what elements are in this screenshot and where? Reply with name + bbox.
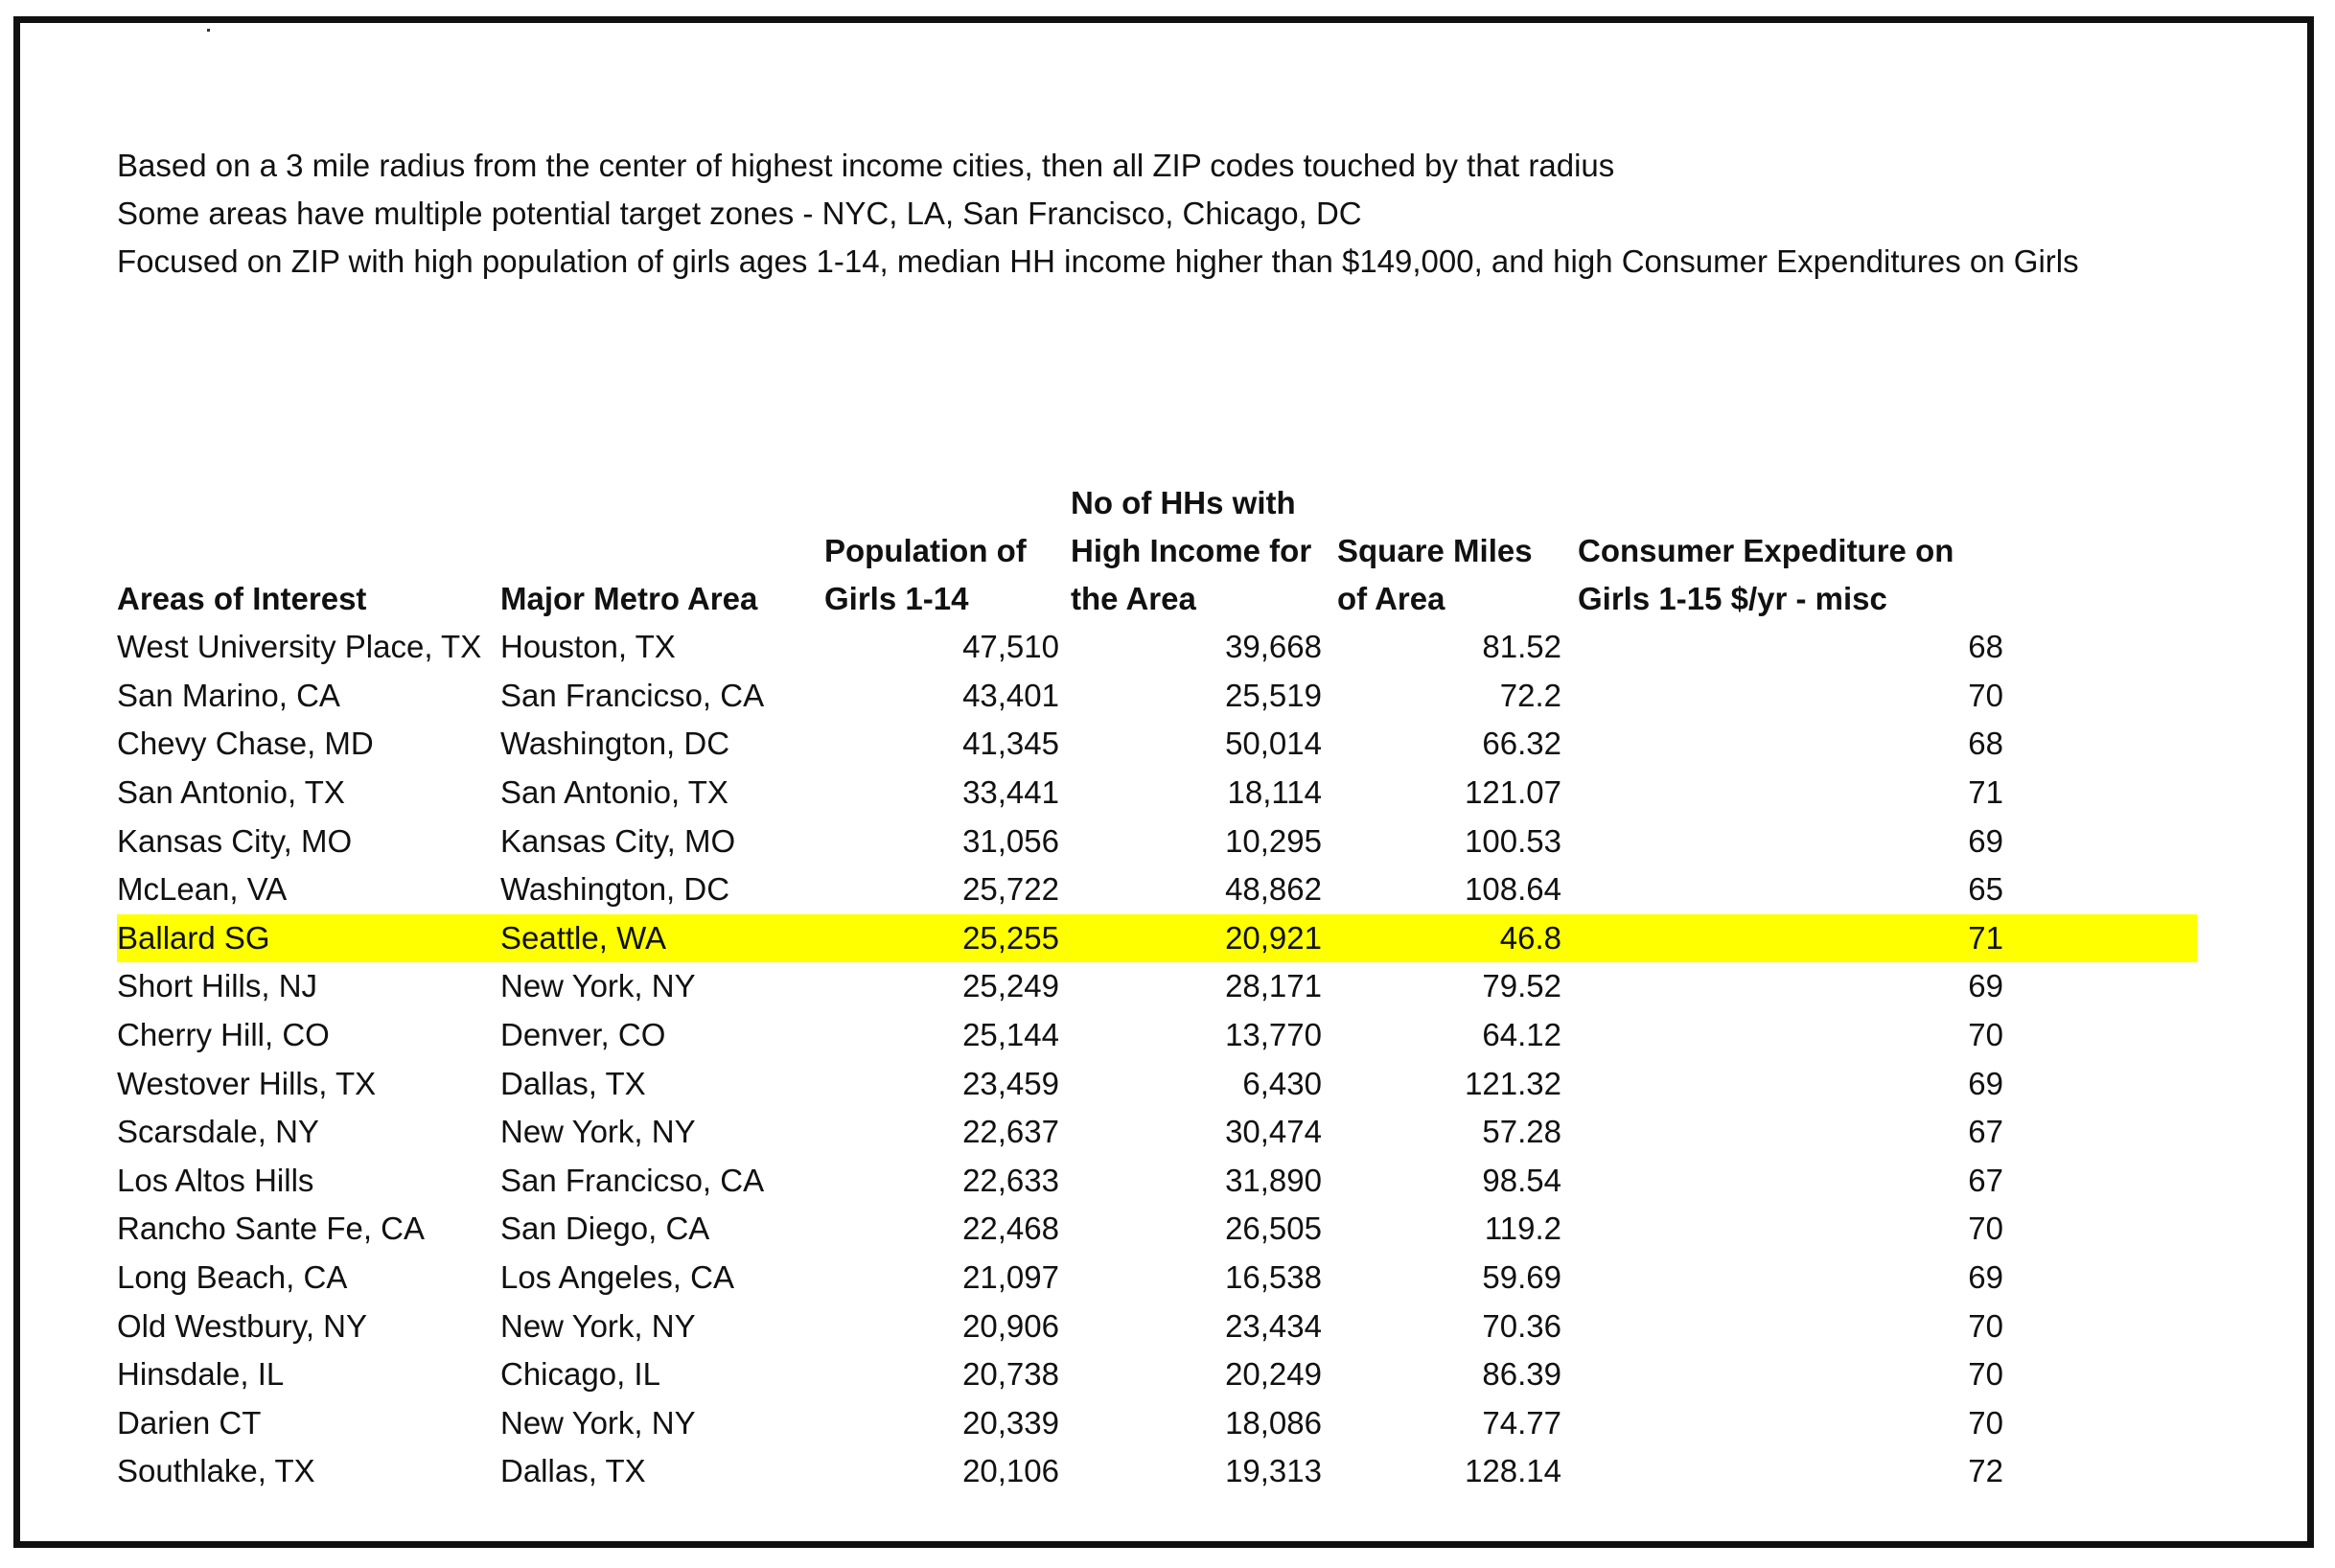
- cell-square-miles: 64.12: [1482, 1017, 1561, 1053]
- cell-square-miles: 100.53: [1465, 822, 1561, 859]
- cell-square-miles: 98.54: [1482, 1162, 1561, 1198]
- cell-area: Long Beach, CA: [117, 1259, 348, 1296]
- cell-metro: New York, NY: [500, 1307, 696, 1344]
- cell-households: 20,921: [1225, 919, 1322, 956]
- cell-population: 21,097: [962, 1259, 1059, 1296]
- table-row: [117, 769, 2197, 818]
- cell-expenditure: 70: [1968, 1356, 2003, 1393]
- stray-mark: [207, 29, 210, 32]
- cell-population: 43,401: [962, 677, 1059, 713]
- cell-square-miles: 46.8: [1499, 919, 1561, 956]
- table-row: [117, 1350, 2197, 1399]
- cell-population: 22,637: [962, 1114, 1059, 1150]
- cell-metro: Washington, DC: [500, 726, 730, 762]
- cell-households: 19,313: [1225, 1453, 1322, 1489]
- note-line: Based on a 3 mile radius from the center of highest income cities, then all ZIP codes touched by that radius: [117, 148, 1615, 183]
- notes-block: [117, 142, 2079, 286]
- cell-population: 25,255: [962, 919, 1059, 956]
- cell-metro: Dallas, TX: [500, 1065, 646, 1101]
- cell-households: 26,505: [1225, 1211, 1322, 1247]
- cell-square-miles: 108.64: [1465, 871, 1561, 908]
- cell-metro: New York, NY: [500, 1114, 696, 1150]
- cell-area: Short Hills, NJ: [117, 968, 318, 1004]
- table-row: [117, 865, 2197, 914]
- cell-population: 25,722: [962, 871, 1059, 908]
- cell-households: 16,538: [1225, 1259, 1322, 1296]
- cell-area: Ballard SG: [117, 919, 270, 956]
- cell-expenditure: 65: [1968, 871, 2003, 908]
- cell-expenditure: 70: [1968, 1404, 2003, 1441]
- cell-expenditure: 70: [1968, 1211, 2003, 1247]
- cell-population: 20,339: [962, 1404, 1059, 1441]
- cell-population: 20,738: [962, 1356, 1059, 1393]
- cell-households: 28,171: [1225, 968, 1322, 1004]
- cell-metro: Dallas, TX: [500, 1453, 646, 1489]
- cell-metro: Houston, TX: [500, 629, 676, 665]
- cell-expenditure: 67: [1968, 1114, 2003, 1150]
- table-row: [117, 1302, 2197, 1350]
- cell-households: 25,519: [1225, 677, 1322, 713]
- cell-metro: San Diego, CA: [500, 1211, 710, 1247]
- cell-square-miles: 74.77: [1482, 1404, 1561, 1441]
- cell-households: 18,114: [1227, 774, 1322, 811]
- cell-area: West University Place, TX: [117, 629, 482, 665]
- cell-area: San Antonio, TX: [117, 774, 345, 811]
- header-high-income-households: No of HHs with High Income for the Area: [1071, 485, 1312, 616]
- cell-metro: Los Angeles, CA: [500, 1259, 734, 1296]
- cell-square-miles: 119.2: [1484, 1211, 1561, 1247]
- cell-expenditure: 68: [1968, 726, 2003, 762]
- table-row: [117, 817, 2197, 865]
- cell-metro: Chicago, IL: [500, 1356, 660, 1393]
- table-body: [117, 623, 2197, 1496]
- cell-population: 22,633: [962, 1162, 1059, 1198]
- cell-population: 47,510: [962, 629, 1059, 665]
- cell-households: 48,862: [1225, 871, 1322, 908]
- cell-population: 41,345: [962, 726, 1059, 762]
- table-row: [117, 1205, 2197, 1254]
- cell-households: 30,474: [1225, 1114, 1322, 1150]
- header-major-metro-area: Major Metro Area: [500, 581, 758, 616]
- cell-expenditure: 70: [1968, 1307, 2003, 1344]
- cell-expenditure: 69: [1968, 1065, 2003, 1101]
- cell-households: 50,014: [1225, 726, 1322, 762]
- cell-area: Hinsdale, IL: [117, 1356, 285, 1393]
- cell-metro: New York, NY: [500, 968, 696, 1004]
- table-row-highlighted: [117, 914, 2197, 963]
- cell-population: 20,106: [962, 1453, 1059, 1489]
- table-header-row: [117, 479, 2197, 623]
- cell-area: San Marino, CA: [117, 677, 340, 713]
- cell-population: 25,249: [962, 968, 1059, 1004]
- cell-expenditure: 72: [1968, 1453, 2003, 1489]
- cell-square-miles: 59.69: [1482, 1259, 1561, 1296]
- cell-households: 20,249: [1225, 1356, 1322, 1393]
- cell-expenditure: 70: [1968, 677, 2003, 713]
- note-line: Focused on ZIP with high population of girls ages 1-14, median HH income higher than $149,000, and high Consumer Expenditures on Girls: [117, 243, 2079, 279]
- areas-table: [117, 479, 2197, 1496]
- cell-square-miles: 70.36: [1482, 1307, 1561, 1344]
- cell-square-miles: 66.32: [1482, 726, 1561, 762]
- cell-population: 20,906: [962, 1307, 1059, 1344]
- cell-area: McLean, VA: [117, 871, 288, 908]
- cell-metro: San Francicso, CA: [500, 677, 765, 713]
- cell-square-miles: 86.39: [1482, 1356, 1561, 1393]
- cell-households: 6,430: [1242, 1065, 1322, 1101]
- cell-expenditure: 71: [1968, 774, 2003, 811]
- cell-households: 31,890: [1225, 1162, 1322, 1198]
- cell-expenditure: 70: [1968, 1017, 2003, 1053]
- cell-population: 23,459: [962, 1065, 1059, 1101]
- header-areas-of-interest: Areas of Interest: [117, 581, 367, 616]
- cell-households: 13,770: [1225, 1017, 1322, 1053]
- cell-area: Chevy Chase, MD: [117, 726, 374, 762]
- cell-metro: Kansas City, MO: [500, 822, 736, 859]
- cell-households: 39,668: [1225, 629, 1322, 665]
- cell-area: Los Altos Hills: [117, 1162, 314, 1198]
- cell-metro: Denver, CO: [500, 1017, 666, 1053]
- cell-area: Old Westbury, NY: [117, 1307, 368, 1344]
- note-line: Some areas have multiple potential target zones - NYC, LA, San Francisco, Chicago, DC: [117, 196, 1362, 231]
- table-row: [117, 672, 2197, 721]
- cell-households: 23,434: [1225, 1307, 1322, 1344]
- header-population: Population of Girls 1-14: [824, 533, 1027, 616]
- cell-area: Darien CT: [117, 1404, 262, 1441]
- cell-metro: New York, NY: [500, 1404, 696, 1441]
- cell-expenditure: 69: [1968, 822, 2003, 859]
- table-row: [117, 623, 2197, 672]
- cell-area: Kansas City, MO: [117, 822, 353, 859]
- cell-population: 33,441: [962, 774, 1059, 811]
- cell-population: 22,468: [962, 1211, 1059, 1247]
- cell-population: 31,056: [962, 822, 1059, 859]
- cell-area: Southlake, TX: [117, 1453, 315, 1489]
- cell-square-miles: 79.52: [1482, 968, 1561, 1004]
- cell-area: Rancho Sante Fe, CA: [117, 1211, 426, 1247]
- cell-metro: San Antonio, TX: [500, 774, 728, 811]
- table-row: [117, 1157, 2197, 1206]
- cell-square-miles: 121.32: [1465, 1065, 1561, 1101]
- cell-square-miles: 121.07: [1465, 774, 1561, 811]
- cell-expenditure: 69: [1968, 968, 2003, 1004]
- table-row: [117, 1399, 2197, 1448]
- cell-expenditure: 68: [1968, 629, 2003, 665]
- cell-square-miles: 57.28: [1482, 1114, 1561, 1150]
- table-row: [117, 1108, 2197, 1157]
- table-row: [117, 1254, 2197, 1303]
- cell-expenditure: 69: [1968, 1259, 2003, 1296]
- header-consumer-expenditure: Consumer Expediture on Girls 1-15 $/yr - misc: [1578, 533, 1954, 616]
- cell-population: 25,144: [962, 1017, 1059, 1053]
- cell-square-miles: 72.2: [1499, 677, 1561, 713]
- cell-square-miles: 128.14: [1465, 1453, 1561, 1489]
- table-row: [117, 1059, 2197, 1108]
- cell-square-miles: 81.52: [1482, 629, 1561, 665]
- cell-area: Westover Hills, TX: [117, 1065, 377, 1101]
- cell-households: 18,086: [1225, 1404, 1322, 1441]
- cell-area: Scarsdale, NY: [117, 1114, 319, 1150]
- cell-metro: Seattle, WA: [500, 919, 667, 956]
- table-row: [117, 962, 2197, 1011]
- cell-expenditure: 67: [1968, 1162, 2003, 1198]
- table-row: [117, 1447, 2197, 1496]
- cell-metro: San Francicso, CA: [500, 1162, 765, 1198]
- cell-expenditure: 71: [1968, 919, 2003, 956]
- cell-area: Cherry Hill, CO: [117, 1017, 330, 1053]
- cell-metro: Washington, DC: [500, 871, 730, 908]
- table-row: [117, 1011, 2197, 1060]
- header-square-miles: Square Miles of Area: [1337, 533, 1533, 616]
- table-row: [117, 720, 2197, 769]
- cell-households: 10,295: [1225, 822, 1322, 859]
